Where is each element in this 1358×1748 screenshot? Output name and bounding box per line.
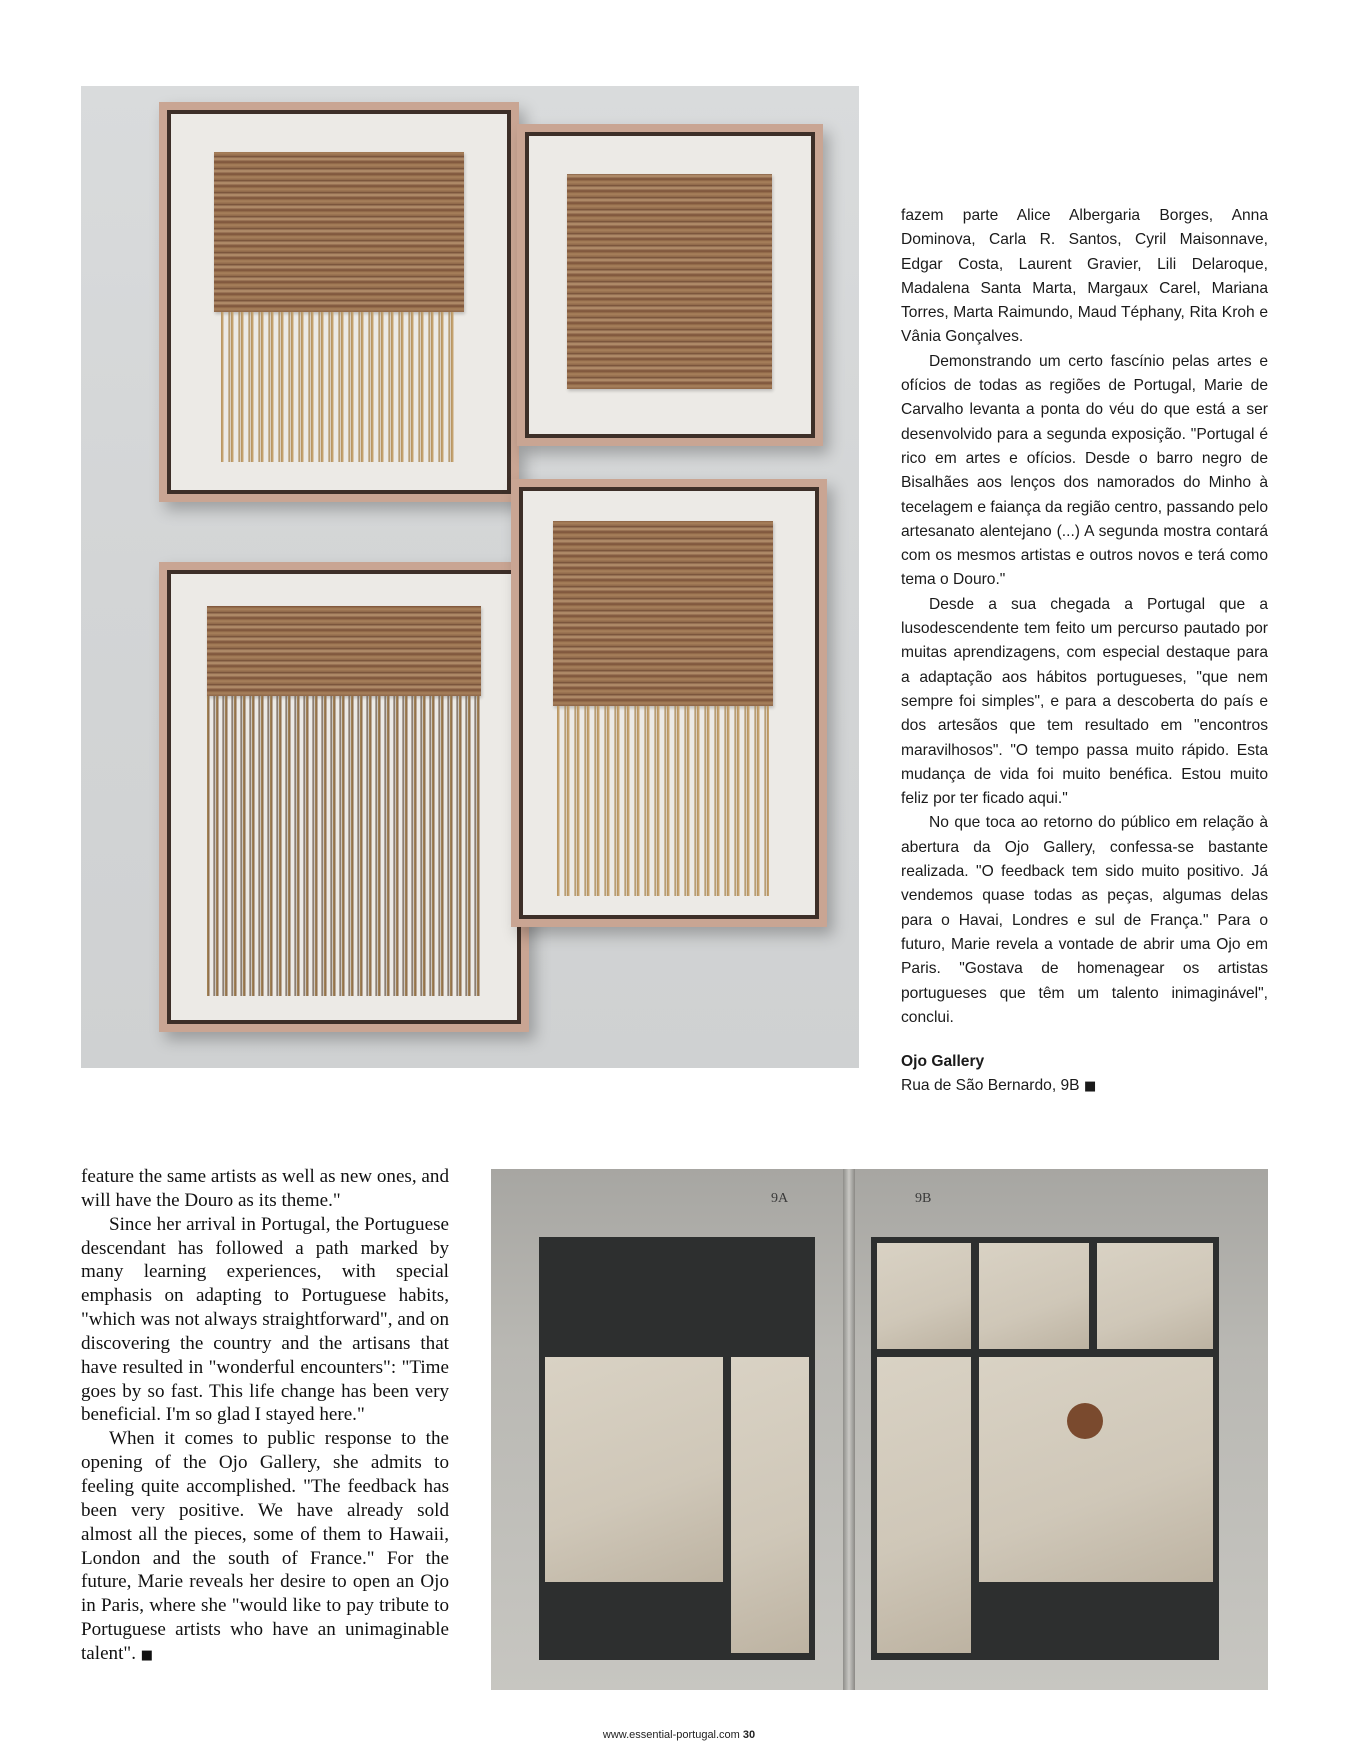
door-glass-right bbox=[877, 1357, 971, 1653]
paragraph-last bbox=[81, 1427, 449, 1667]
gallery-info bbox=[901, 1050, 1268, 1100]
window-glass-right bbox=[979, 1357, 1213, 1582]
frame-top-right bbox=[517, 124, 823, 446]
paragraph: Since her arrival in Portugal, the Portuguese descendant has followed a path marked by many learning experiences, with special emphasis on adapting to Portuguese habits, "which was not always straightforward", and on discovering the country and the artisans that have resulted in "wonderful encounters": "Time goes by so fast. This life change has been very beneficial. I'm so glad I stayed here." bbox=[81, 1213, 449, 1426]
paragraph: Desde a sua chegada a Portugal que a lusodescendente tem feito um percurso pautado por muitas aprendizagens, com especial destaque para a adaptação aos hábitos portugueses, "que nem sempre foi simples", e para a descoberta do país e dos artesãos que tem resultado em "encontros maravilhosos". "O tempo passa muito rápido. Esta mudança de vida foi muito benéfica. Estou muito feliz por ter ficado aqui." bbox=[901, 595, 1268, 808]
article-text-english bbox=[81, 1165, 449, 1668]
paragraph: feature the same artists as well as new ones, and will have the Douro as its theme." bbox=[81, 1166, 449, 1211]
fringe-bottom-left bbox=[207, 696, 481, 996]
weaving-bottom-right bbox=[553, 521, 773, 706]
gallery-address-line bbox=[901, 1074, 1268, 1099]
article-text-portuguese bbox=[901, 204, 1268, 1100]
paragraph: No que toca ao retorno do público em relação à abertura da Ojo Gallery, confessa-se bastante realizada. "O feedback tem sido muito positivo. Já vendemos quase todas as peças, algumas delas para o Havai, Londres e sul de França." Para o futuro, Marie revela a vontade de abrir uma Ojo em Paris. "Gostava de homenagear os artistas portugueses que têm um talento inimaginável", conclui. bbox=[901, 814, 1268, 1026]
door-number-left: 9A bbox=[771, 1191, 789, 1206]
door-number-right: 9B bbox=[915, 1191, 932, 1206]
storefront-photo bbox=[491, 1169, 1268, 1690]
upper-glass-right bbox=[877, 1243, 971, 1349]
door-glass-left bbox=[731, 1357, 809, 1653]
paragraph-text: When it comes to public response to the opening of the Ojo Gallery, she admits to feeling quite accomplished. "The feedback has been very positive. We have already sold almost all the pieces, some of them to Hawaii, London and the south of France." For the future, Marie reveals her desire to open an Ojo in Paris, where she "would like to pay tribute to Portuguese artists who have an unimaginable talent". bbox=[81, 1428, 449, 1664]
page-footer bbox=[0, 1729, 1358, 1741]
upper-glass-right-3 bbox=[1097, 1243, 1213, 1349]
paragraph: fazem parte Alice Albergaria Borges, Anna Dominova, Carla R. Santos, Cyril Maisonnave, Edgar Costa, Laurent Gravier, Lili Delaroque, Madalena Santa Marta, Margaux Carel, Mariana Torres, Marta Raimundo, Maud Téphany, Rita Kroh e Vânia Gonçalves. bbox=[901, 207, 1268, 346]
weaving-top-right bbox=[567, 174, 772, 389]
window-glass-left bbox=[545, 1357, 723, 1582]
paragraph: Demonstrando um certo fascínio pelas artes e ofícios de todas as regiões de Portugal, Marie de Carvalho levanta a ponta do véu do que está a ser desenvolvido para a segunda exposição. "Portugal é rico em artes e ofícios. Desde o barro negro de Bisalhães aos lenços dos namorados do Minho à tecelagem e faiança da região centro, passando pelo artesanato alentejano (...) A segunda mostra contará com os mesmos artistas e outros novos e terá como tema o Douro." bbox=[901, 352, 1268, 589]
weaving-bottom-left bbox=[207, 606, 481, 696]
fringe-top-left bbox=[221, 312, 457, 462]
hanging-pendant-icon bbox=[1067, 1403, 1103, 1439]
frame-bottom-right bbox=[511, 479, 827, 927]
end-mark: ■ bbox=[140, 1647, 154, 1663]
upper-glass-right-2 bbox=[979, 1243, 1089, 1349]
footer-url: www.essential-portugal.com bbox=[602, 1729, 740, 1741]
frame-top-left bbox=[159, 102, 519, 502]
weaving-top-left bbox=[214, 152, 464, 312]
frame-bottom-left bbox=[159, 562, 529, 1032]
fringe-bottom-right bbox=[557, 706, 769, 896]
page-number: 30 bbox=[742, 1729, 756, 1741]
gallery-address: Rua de São Bernardo, 9B bbox=[901, 1077, 1080, 1095]
framed-weavings-photo bbox=[81, 86, 859, 1068]
gallery-name: Ojo Gallery bbox=[901, 1053, 985, 1071]
end-mark: ■ bbox=[1083, 1079, 1097, 1095]
drain-pipe bbox=[843, 1169, 855, 1690]
